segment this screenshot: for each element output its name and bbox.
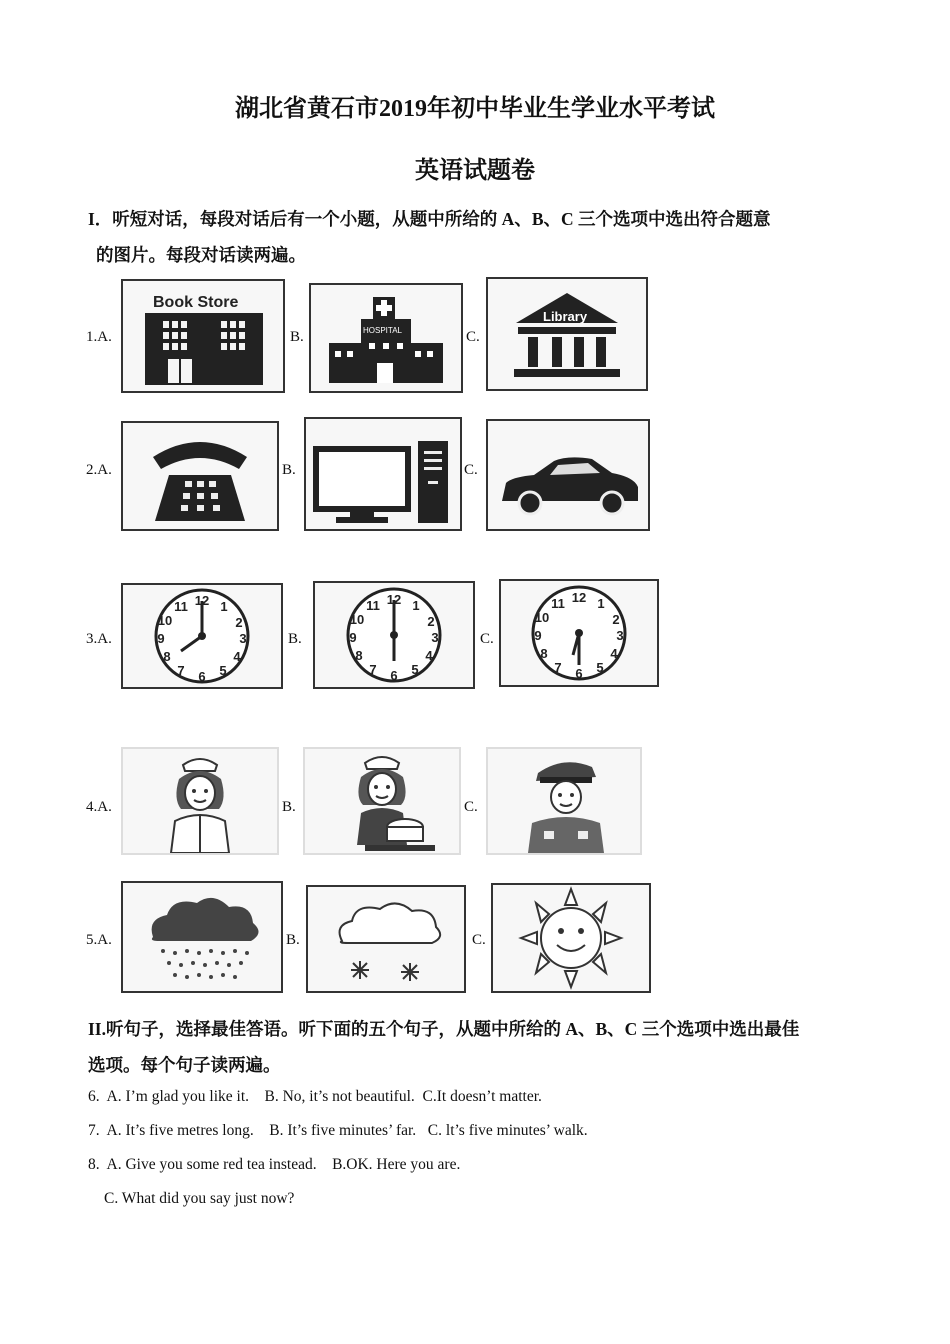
snow-image[interactable]	[306, 885, 466, 993]
svg-text:2: 2	[235, 615, 243, 630]
svg-text:11: 11	[366, 598, 380, 613]
q2-label-c: C.	[464, 462, 478, 478]
clock-6-image[interactable]	[313, 581, 475, 689]
q5-label-b: B.	[286, 932, 300, 948]
hospital-text: HOSPITAL	[363, 326, 402, 335]
clock-8-image[interactable]	[121, 583, 283, 689]
clock-six-thirty-icon	[501, 581, 657, 685]
svg-text:10: 10	[534, 610, 550, 625]
cook-image[interactable]	[303, 747, 461, 855]
svg-text:11: 11	[551, 596, 565, 611]
svg-text:10: 10	[349, 612, 365, 627]
svg-text:6: 6	[198, 669, 206, 684]
hospital-image[interactable]	[309, 283, 463, 393]
svg-text:3: 3	[431, 630, 439, 645]
page-title: 湖北省黄石市2019年初中毕业生学业水平考试	[235, 96, 715, 122]
svg-text:7: 7	[554, 660, 562, 675]
section2-heading-line2: 选项。每个句子读两遍。	[88, 1055, 281, 1075]
rain-image[interactable]	[121, 881, 283, 993]
sun-image[interactable]	[491, 883, 651, 993]
q5-label-c: C.	[472, 932, 486, 948]
svg-text:10: 10	[157, 613, 173, 628]
svg-text:5: 5	[596, 660, 604, 675]
svg-text:3: 3	[616, 628, 624, 643]
svg-text:9: 9	[157, 631, 165, 646]
library-text: Library	[543, 309, 588, 324]
nurse-image[interactable]	[121, 747, 279, 855]
library-image[interactable]	[486, 277, 648, 391]
svg-text:5: 5	[219, 663, 227, 678]
svg-text:8: 8	[163, 649, 171, 664]
police-officer-icon	[488, 749, 640, 853]
svg-text:4: 4	[425, 648, 433, 663]
question-7: 7. A. It’s five metres long. B. It’s five minutes’ far. C. lt’s five minutes’ walk.	[88, 1122, 588, 1139]
svg-text:5: 5	[411, 662, 419, 677]
telephone-image[interactable]	[121, 421, 279, 531]
sun-icon	[493, 885, 649, 991]
svg-text:4: 4	[610, 646, 618, 661]
svg-text:6: 6	[575, 666, 583, 681]
nurse-icon	[123, 749, 277, 853]
q4-label-b: B.	[282, 799, 296, 815]
clock-six-icon	[315, 583, 473, 687]
section1-heading-line2: 的图片。每段对话读两遍。	[96, 245, 306, 265]
svg-text:1: 1	[597, 596, 605, 611]
svg-text:9: 9	[349, 630, 357, 645]
svg-text:1: 1	[412, 598, 420, 613]
q2-label-a: 2.A.	[86, 462, 112, 478]
clock-6-30-image[interactable]	[499, 579, 659, 687]
book-store-image[interactable]	[121, 279, 285, 393]
q4-label-a: 4.A.	[86, 799, 112, 815]
clock-eight-icon	[123, 585, 281, 687]
library-icon	[488, 279, 646, 389]
book-store-icon	[123, 281, 283, 391]
q1-label-b: B.	[290, 329, 304, 345]
question-8: 8. A. Give you some red tea instead. B.OK. Here you are.	[88, 1156, 461, 1173]
section1-heading-line1: I．听短对话，每段对话后有一个小题，从题中所给的 A、B、C 三个选项中选出符合题意	[88, 209, 771, 229]
svg-text:2: 2	[427, 614, 435, 629]
rain-cloud-icon	[123, 883, 281, 991]
page-subtitle: 英语试题卷	[415, 158, 535, 184]
car-image[interactable]	[486, 419, 650, 531]
snow-cloud-icon	[308, 887, 464, 991]
svg-text:7: 7	[177, 663, 185, 678]
svg-text:9: 9	[534, 628, 542, 643]
hospital-icon	[311, 285, 461, 391]
section2-heading-line1: II.听句子，选择最佳答语。听下面的五个句子，从题中所给的 A、B、C 三个选项中选出最佳	[88, 1019, 800, 1039]
svg-text:12: 12	[194, 593, 210, 608]
svg-text:2: 2	[612, 612, 620, 627]
q1-label-c: C.	[466, 329, 480, 345]
q1-label-a: 1.A.	[86, 329, 112, 345]
q4-label-c: C.	[464, 799, 478, 815]
computer-image[interactable]	[304, 417, 462, 531]
q2-label-b: B.	[282, 462, 296, 478]
question-8-option-c: C. What did you say just now?	[104, 1190, 295, 1207]
telephone-icon	[123, 423, 277, 529]
svg-text:8: 8	[540, 646, 548, 661]
question-6: 6. A. I’m glad you like it. B. No, it’s not beautiful. C.It doesn’t matter.	[88, 1088, 542, 1105]
book-store-text: Book Store	[153, 294, 239, 311]
car-icon	[488, 421, 648, 529]
svg-text:12: 12	[571, 590, 587, 605]
q3-label-a: 3.A.	[86, 631, 112, 647]
svg-text:3: 3	[239, 631, 247, 646]
svg-text:7: 7	[369, 662, 377, 677]
svg-text:1: 1	[220, 599, 228, 614]
police-officer-image[interactable]	[486, 747, 642, 855]
svg-text:4: 4	[233, 649, 241, 664]
svg-text:8: 8	[355, 648, 363, 663]
q3-label-c: C.	[480, 631, 494, 647]
svg-text:12: 12	[386, 592, 402, 607]
svg-text:6: 6	[390, 668, 398, 683]
q5-label-a: 5.A.	[86, 932, 112, 948]
q3-label-b: B.	[288, 631, 302, 647]
cook-icon	[305, 749, 459, 853]
computer-icon	[306, 419, 460, 529]
svg-text:11: 11	[174, 599, 188, 614]
